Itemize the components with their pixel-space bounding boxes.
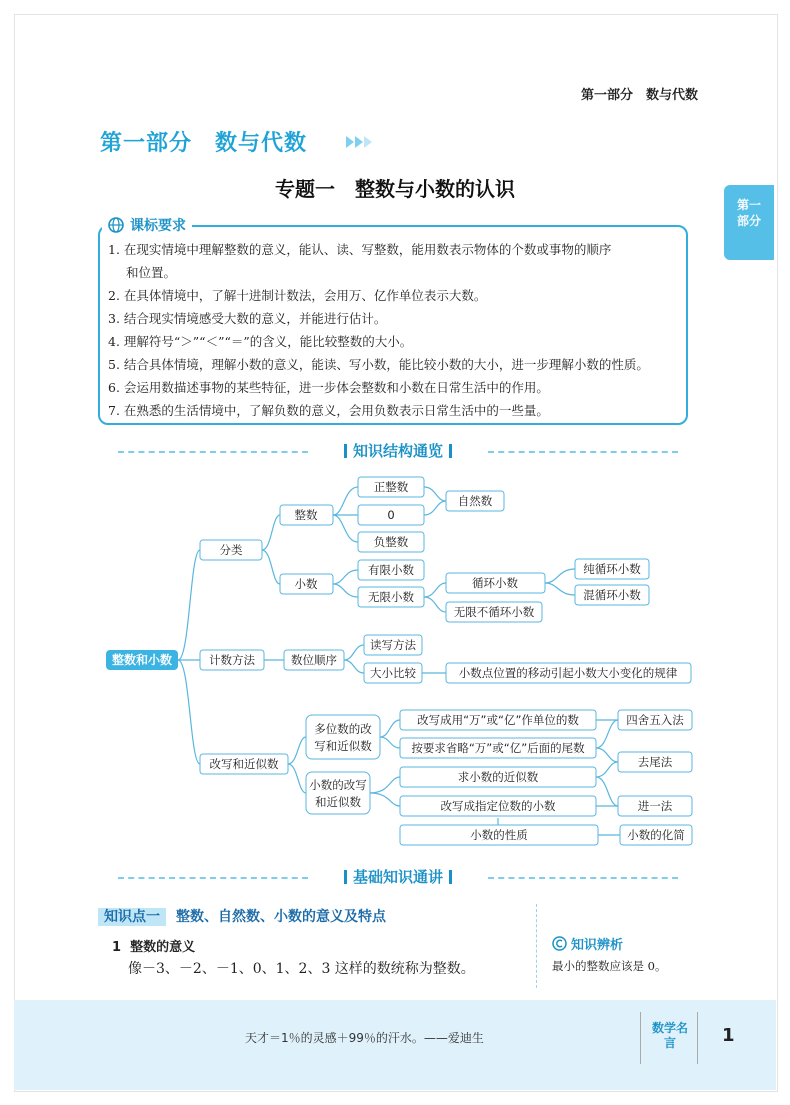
tree-nodes xyxy=(106,477,692,845)
requirement-item: 4. 理解符号“＞”“＜”“＝”的含义，能比较整数的大小。 xyxy=(108,334,413,349)
footer-separator xyxy=(640,1012,641,1064)
tree-node-recurring: 循环小数 xyxy=(472,576,518,590)
running-header: 第一部分 数与代数 xyxy=(580,88,698,103)
tree-node-positive-int: 正整数 xyxy=(373,480,409,494)
tree-node-rewrite: 改写和近似数 xyxy=(209,757,279,771)
dashed-divider xyxy=(118,877,308,879)
side-tab-line1: 第一 xyxy=(736,198,761,212)
knowledge-point-heading xyxy=(98,906,386,926)
requirements-title-text: 课标要求 xyxy=(130,218,186,234)
tree-node-rewrite-decimal-places: 改写成指定位数的小数 xyxy=(440,799,556,813)
part-title: 第一部分 数与代数 xyxy=(100,131,308,156)
tree-node-decimal: 小数 xyxy=(294,577,318,591)
structure-section-title-text: 知识结构通览 xyxy=(352,442,444,460)
tree-node-rewrite-unit: 改写成用“万”或“亿”作单位的数 xyxy=(417,713,579,727)
tree-node-pure-recurring: 纯循环小数 xyxy=(583,562,641,576)
tree-node-omit-tail: 按要求省略“万”或“亿”后面的尾数 xyxy=(411,741,585,755)
tree-node-simplify: 小数的化简 xyxy=(627,828,685,842)
tree-node-ceil: 进一法 xyxy=(637,799,673,813)
tree-node-decimal-rewrite-line1: 小数的改写 xyxy=(309,778,367,792)
requirement-item: 2. 在具体情境中，了解十进制计数法，会用万、亿作单位表示大数。 xyxy=(108,288,487,303)
footer-tag: 数学名言 xyxy=(652,1021,689,1050)
tree-node-round-half: 四舍五入法 xyxy=(626,713,684,727)
topic-title: 专题一 整数与小数的认识 xyxy=(275,177,515,201)
basics-section-title xyxy=(328,866,468,887)
subsection-number: 1 xyxy=(112,940,122,955)
tree-node-compare: 大小比较 xyxy=(370,666,416,680)
footer-quote: 天才＝1％的灵感＋99％的汗水。——爱迪生 xyxy=(245,1031,484,1045)
knowledge-point-title: 整数、自然数、小数的意义及特点 xyxy=(176,909,386,925)
tree-node-read-write: 读写方法 xyxy=(370,638,416,652)
page-number: 1 xyxy=(722,1025,735,1046)
requirement-item: 和位置。 xyxy=(126,265,177,280)
tree-node-counting: 计数方法 xyxy=(209,653,255,667)
side-tab-line2: 部分 xyxy=(736,214,761,228)
tree-node-natural: 自然数 xyxy=(457,494,493,508)
tree-node-integer: 整数 xyxy=(294,508,318,522)
knowledge-point-tag: 知识点一 xyxy=(98,908,166,926)
analysis-text: 最小的整数应该是 0。 xyxy=(552,959,667,973)
subsection-text: 像－3、－2、－1、0、1、2、3 这样的数统称为整数。 xyxy=(128,961,475,977)
tree-node-mixed-recurring: 混循环小数 xyxy=(583,588,641,602)
tree-node-negative-int: 负整数 xyxy=(373,535,409,549)
tree-root: 整数和小数 xyxy=(111,653,173,667)
basics-section-title-text: 基础知识通讲 xyxy=(352,868,444,886)
requirement-item: 3. 结合现实情境感受大数的意义，并能进行估计。 xyxy=(108,311,387,326)
basics-section-header xyxy=(118,866,678,890)
analysis-title: 知识辨析 xyxy=(571,938,624,953)
dashed-divider xyxy=(488,877,678,879)
tree-node-non-recurring: 无限不循环小数 xyxy=(453,605,535,619)
tree-node-decimal-rewrite-line2: 和近似数 xyxy=(315,795,361,809)
tree-node-decimal-property: 小数的性质 xyxy=(470,828,528,842)
requirement-item: 1. 在现实情境中理解整数的意义，能认、读、写整数，能用数表示物体的个数或事物的顺序 xyxy=(108,242,612,257)
tree-node-multi-digit-line1: 多位数的改 xyxy=(314,722,372,736)
tree-node-place-order: 数位顺序 xyxy=(291,653,337,667)
column-divider xyxy=(536,904,537,988)
tree-node-point-rule: 小数点位置的移动引起小数大小变化的规律 xyxy=(458,666,678,680)
tree-node-decimal-approx: 求小数的近似数 xyxy=(457,770,539,784)
subsection-heading xyxy=(112,936,195,955)
footer-separator xyxy=(697,1012,698,1064)
requirement-item: 6. 会运用数描述事物的某些特征，进一步体会整数和小数在日常生活中的作用。 xyxy=(108,380,549,395)
tree-node-multi-digit-line2: 写和近似数 xyxy=(314,739,372,753)
tree-node-zero: 0 xyxy=(387,508,395,522)
tree-node-classify: 分类 xyxy=(219,543,243,557)
requirement-item: 7. 在熟悉的生活情境中，了解负数的意义，会用负数表示日常生活中的一些量。 xyxy=(108,403,549,418)
analysis-icon xyxy=(552,936,567,951)
requirement-item: 5. 结合具体情境，理解小数的意义，能读、写小数，能比较小数的大小，进一步理解小数的性质。 xyxy=(108,357,649,372)
tree-node-truncate: 去尾法 xyxy=(637,755,673,769)
subsection-title: 整数的意义 xyxy=(130,940,196,955)
tree-node-infinite: 无限小数 xyxy=(368,590,414,604)
tree-node-finite: 有限小数 xyxy=(368,563,414,577)
analysis-heading xyxy=(552,934,623,953)
